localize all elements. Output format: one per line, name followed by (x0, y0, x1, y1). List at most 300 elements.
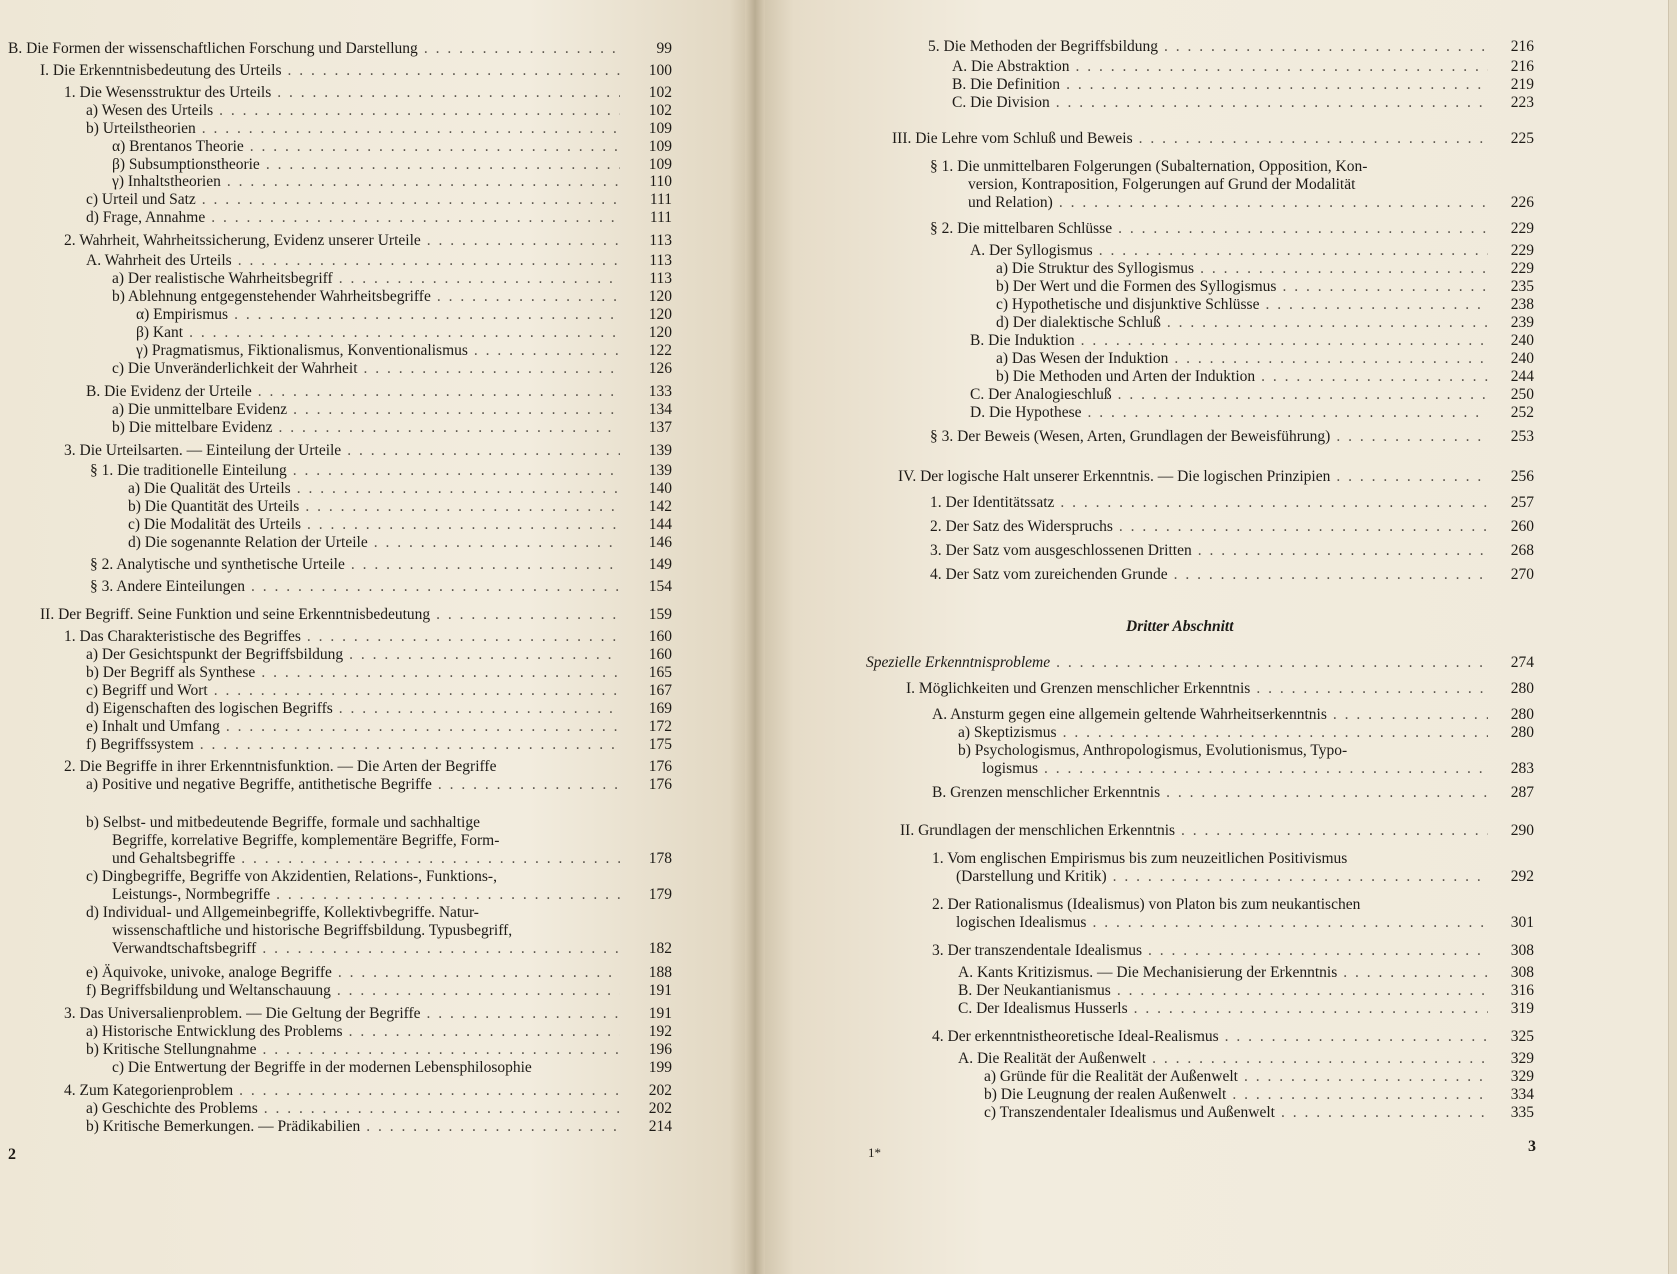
toc-entry-title: und Gehaltsbegriffe (112, 850, 236, 867)
toc-page-number: 176 (648, 758, 672, 775)
leader-dots (287, 401, 620, 418)
toc-entry (86, 868, 620, 885)
toc-entry-title: b) Kritische Bemerkungen. — Prädikabilien (86, 1118, 361, 1135)
toc-entry-title: α) Empirismus (136, 306, 229, 323)
toc-page-number: 179 (648, 886, 672, 903)
leader-dots (1259, 296, 1488, 313)
toc-page-number: 256 (1510, 468, 1534, 485)
toc-entry (128, 480, 620, 497)
toc-entry (86, 252, 620, 269)
toc-entry-title: d) Eigenschaften des logischen Begriffs (86, 700, 333, 717)
toc-entry-title: 1. Der Identitätssatz (930, 494, 1055, 511)
toc-page-number: 325 (1510, 1028, 1534, 1045)
toc-page-number: 219 (1510, 76, 1534, 93)
leader-dots (1054, 494, 1488, 511)
toc-page-number: 120 (648, 306, 672, 323)
toc-page-number: 250 (1510, 386, 1534, 403)
leader-dots (194, 736, 620, 753)
leader-dots (1060, 76, 1488, 93)
toc-entry (952, 94, 1488, 111)
toc-entry (86, 1118, 620, 1135)
toc-entry (930, 518, 1488, 535)
toc-page-number: 280 (1510, 706, 1534, 723)
toc-entry (64, 1082, 620, 1099)
leader-dots (432, 776, 620, 793)
toc-entry (930, 494, 1488, 511)
toc-page-number: 133 (648, 383, 672, 400)
toc-entry-title: γ) Pragmatismus, Fiktionalismus, Konventionalismus (136, 342, 468, 359)
toc-entry (86, 682, 620, 699)
leader-dots (205, 209, 620, 226)
toc-entry (128, 534, 620, 551)
toc-entry-title: 2. Die Begriffe in ihrer Erkenntnisfunktion. — Die Arten der Begriffe (64, 758, 497, 775)
leader-dots (358, 360, 621, 377)
toc-page-number: 149 (648, 556, 672, 573)
leader-dots (1050, 94, 1488, 111)
toc-entry-title: A. Die Realität der Außenwelt (958, 1050, 1147, 1067)
leader-dots (1128, 1000, 1488, 1017)
toc-entry (932, 706, 1488, 723)
toc-continuation-line: 1. Vom englischen Empirismus bis zum neuzeitlichen Positivismus (932, 850, 1348, 867)
toc-entry (968, 194, 1488, 211)
toc-entry (958, 982, 1488, 999)
leader-dots (183, 324, 620, 341)
toc-entry-title: § 3. Der Beweis (Wesen, Arten, Grundlagen der Beweisführung) (930, 428, 1331, 445)
toc-page-number: 154 (648, 578, 672, 595)
leader-dots (299, 498, 620, 515)
toc-page-number: 192 (648, 1023, 672, 1040)
leader-dots (287, 462, 620, 479)
toc-continuation-line: 2. Der Rationalismus (Idealismus) von Platon bis zum neukantischen (932, 896, 1361, 913)
toc-page-number: 238 (1510, 296, 1534, 313)
leader-dots (273, 419, 620, 436)
toc-continuation-line: wissenschaftliche und historische Begriffsbildung. Typusbegriff, (112, 922, 513, 939)
toc-entry (898, 468, 1488, 485)
toc-entry-title: I. Die Erkenntnisbedeutung des Urteils (40, 62, 282, 79)
toc-page-number: 99 (656, 40, 672, 57)
leader-dots (345, 556, 620, 573)
toc-entry (982, 760, 1488, 777)
toc-page-number: 182 (648, 940, 672, 957)
toc-page-number: 229 (1510, 260, 1534, 277)
toc-entry-title: D. Die Hypothese (970, 404, 1082, 421)
leader-dots (430, 606, 620, 623)
leader-dots (244, 138, 620, 155)
book-gutter (745, 0, 765, 1274)
toc-page-number: 140 (648, 480, 672, 497)
leader-dots (1238, 1068, 1488, 1085)
toc-continuation-line: b) Psychologismus, Anthropologismus, Evolutionismus, Typo- (958, 742, 1348, 759)
toc-entry (112, 940, 620, 957)
toc-entry-title: a) Die Struktur des Syllogismus (996, 260, 1195, 277)
toc-entry-title: c) Dingbegriffe, Begriffe von Akzidentien, Relations-, Funktions-, (86, 868, 497, 885)
toc-entry (958, 724, 1488, 741)
leader-dots (421, 1005, 620, 1022)
leader-dots (1158, 38, 1488, 55)
leader-dots (343, 646, 620, 663)
toc-entry (112, 419, 620, 436)
leader-dots (332, 964, 620, 981)
leader-dots (360, 1118, 620, 1135)
toc-page-number: 252 (1510, 404, 1534, 421)
toc-entry (86, 209, 620, 226)
leader-dots (1112, 386, 1488, 403)
toc-entry (64, 84, 620, 101)
toc-entry-title: A. Kants Kritizismus. — Die Mechanisierung der Erkenntnis (958, 964, 1338, 981)
toc-entry-title: a) Wesen des Urteils (86, 102, 214, 119)
leader-dots (1053, 194, 1488, 211)
toc-entry (932, 942, 1488, 959)
toc-page-number: 253 (1510, 428, 1534, 445)
toc-entry-title: Verwandtschaftsbegriff (112, 940, 257, 957)
toc-entry (958, 1000, 1488, 1017)
leader-dots (228, 306, 620, 323)
leader-dots (281, 62, 620, 79)
toc-entry (906, 680, 1488, 697)
leader-dots (220, 718, 620, 735)
toc-entry (866, 654, 1488, 671)
toc-entry-title: C. Der Analogieschluß (970, 386, 1112, 403)
leader-dots (1161, 314, 1488, 331)
toc-entry-title: logismus (982, 760, 1038, 777)
toc-entry (64, 758, 620, 775)
leader-dots (196, 191, 620, 208)
toc-page-number: 102 (648, 102, 672, 119)
toc-entry-title: A. Die Abstraktion (952, 58, 1070, 75)
leader-dots (301, 516, 620, 533)
leader-dots (301, 628, 620, 645)
toc-entry-title: B. Der Neukantianismus (958, 982, 1111, 999)
toc-entry (970, 242, 1488, 259)
toc-page-number: 113 (649, 270, 672, 287)
leader-dots (1142, 942, 1488, 959)
toc-entry-title: c) Hypothetische und disjunktive Schlüsse (996, 296, 1260, 313)
toc-entry (86, 776, 620, 793)
toc-continuation-line: Begriffe, korrelative Begriffe, komplementäre Begriffe, Form- (112, 832, 500, 849)
toc-page-number: 225 (1510, 130, 1534, 147)
toc-entry (112, 138, 620, 155)
toc-entry-title: Leistungs-, Normbegriffe (112, 886, 271, 903)
toc-entry (40, 62, 620, 79)
leader-dots (1112, 220, 1488, 237)
toc-page-number: 274 (1510, 654, 1534, 671)
toc-entry (128, 498, 620, 515)
toc-entry-title: logischen Idealismus (956, 914, 1087, 931)
toc-page-number: 109 (648, 156, 672, 173)
toc-entry-title: c) Transzendentaler Idealismus und Außenwelt (984, 1104, 1275, 1121)
toc-entry-title: b) Die Methoden und Arten der Induktion (996, 368, 1256, 385)
toc-entry (996, 314, 1488, 331)
toc-entry (86, 646, 620, 663)
toc-entry (86, 982, 620, 999)
toc-entry-title: e) Äquivoke, univoke, analoge Begriffe (86, 964, 332, 981)
toc-entry (86, 191, 620, 208)
leader-dots (1168, 566, 1488, 583)
toc-page-number: 240 (1510, 332, 1534, 349)
toc-page-number: 270 (1510, 566, 1534, 583)
toc-page-number: 223 (1510, 94, 1534, 111)
toc-entry-title: β) Kant (136, 324, 184, 341)
toc-page-number: 126 (648, 360, 672, 377)
toc-entry (90, 462, 620, 479)
toc-entry (900, 822, 1488, 839)
toc-entry-title: Spezielle Erkenntnisprobleme (866, 654, 1051, 671)
toc-page-number: 120 (648, 324, 672, 341)
toc-page-number: 329 (1510, 1068, 1534, 1085)
signature-mark: 1* (868, 1145, 881, 1160)
toc-entry (958, 964, 1488, 981)
toc-entry (112, 401, 620, 418)
leader-dots (1050, 654, 1488, 671)
toc-page-number: 334 (1510, 1086, 1534, 1103)
toc-page-number: 308 (1510, 942, 1534, 959)
toc-entry (932, 1028, 1488, 1045)
leader-dots (1337, 964, 1488, 981)
toc-page-number: 109 (648, 138, 672, 155)
toc-page-number: 240 (1510, 350, 1534, 367)
toc-entry (8, 40, 620, 57)
leader-dots (1082, 404, 1489, 421)
toc-entry-title: a) Positive und negative Begriffe, antithetische Begriffe (86, 776, 432, 793)
toc-entry-title: 3. Der Satz vom ausgeschlossenen Dritten (930, 542, 1192, 559)
toc-entry (930, 542, 1488, 559)
toc-entry (64, 442, 620, 459)
toc-page-number: 142 (648, 498, 672, 515)
toc-entry (984, 1104, 1488, 1121)
toc-entry-title: b) Die mittelbare Evidenz (112, 419, 273, 436)
leader-dots (1146, 1050, 1488, 1067)
leader-dots (256, 940, 620, 957)
leader-dots (235, 850, 620, 867)
toc-entry (928, 38, 1488, 55)
toc-entry-title: II. Grundlagen der menschlichen Erkenntnis (900, 822, 1176, 839)
leader-dots (341, 442, 620, 459)
toc-entry-title: 3. Das Universalienproblem. — Die Geltung der Begriffe (64, 1005, 421, 1022)
toc-entry-title: § 1. Die traditionelle Einteilung (90, 462, 287, 479)
toc-page-number: 120 (648, 288, 672, 305)
toc-page-number: 111 (649, 191, 672, 208)
toc-page-number: 102 (648, 84, 672, 101)
leader-dots (333, 700, 620, 717)
toc-page-number: 134 (648, 401, 672, 418)
leader-dots (255, 664, 620, 681)
toc-entry-title: a) Skeptizismus (958, 724, 1057, 741)
leader-dots (1038, 760, 1488, 777)
leader-dots (221, 173, 620, 190)
toc-entry-title: a) Die unmittelbare Evidenz (112, 401, 288, 418)
toc-entry-title: b) Die Quantität des Urteils (128, 498, 300, 515)
leader-dots (1057, 724, 1488, 741)
toc-page-number: 196 (648, 1041, 672, 1058)
toc-continuation-line: d) Individual- und Allgemeinbegriffe, Kollektivbegriffe. Natur- (86, 904, 479, 921)
toc-page-number: 137 (648, 419, 672, 436)
toc-entry-title: und Relation) (968, 194, 1053, 211)
toc-entry (64, 628, 620, 645)
toc-page-number: 109 (648, 120, 672, 137)
leader-dots (1275, 1104, 1488, 1121)
leader-dots (1107, 868, 1488, 885)
toc-entry (90, 578, 620, 595)
toc-entry (970, 404, 1488, 421)
toc-entry (86, 700, 620, 717)
toc-entry-title: γ) Inhaltstheorien (112, 173, 221, 190)
toc-entry (86, 736, 620, 753)
toc-entry-title: 4. Der Satz vom zureichenden Grunde (930, 566, 1168, 583)
leader-dots (343, 1023, 620, 1040)
toc-page-number: 290 (1510, 822, 1534, 839)
toc-entry (128, 516, 620, 533)
toc-page-number: 268 (1510, 542, 1534, 559)
toc-entry (930, 428, 1488, 445)
toc-page-number: 144 (648, 516, 672, 533)
toc-entry-title: a) Gründe für die Realität der Außenwelt (984, 1068, 1238, 1085)
toc-page-number: 165 (648, 664, 672, 681)
toc-entry (86, 664, 620, 681)
leader-dots (196, 120, 620, 137)
toc-page-number: 191 (648, 982, 672, 999)
toc-entry (112, 270, 620, 287)
toc-entry-title: C. Der Idealismus Husserls (958, 1000, 1128, 1017)
leader-dots (1086, 914, 1488, 931)
toc-entry-title: B. Die Induktion (970, 332, 1075, 349)
leader-dots (333, 270, 620, 287)
toc-entry (86, 1023, 620, 1040)
toc-entry-title: c) Die Entwertung der Begriffe in der modernen Lebensphilosophie (112, 1059, 532, 1076)
toc-entry-title: B. Die Evidenz der Urteile (86, 383, 252, 400)
leader-dots (260, 156, 620, 173)
toc-entry-title: c) Begriff und Wort (86, 682, 208, 699)
leader-dots (1255, 368, 1488, 385)
toc-entry-title: d) Die sogenannte Relation der Urteile (128, 534, 368, 551)
toc-entry (996, 278, 1488, 295)
toc-entry-title: 3. Der transzendentale Idealismus (932, 942, 1143, 959)
leader-dots (208, 682, 620, 699)
toc-entry-title: b) Kritische Stellungnahme (86, 1041, 257, 1058)
toc-page-number: 139 (648, 442, 672, 459)
toc-page-number: 214 (648, 1118, 672, 1135)
toc-entry-title: B. Die Formen der wissenschaftlichen Forschung und Darstellung (8, 40, 418, 57)
toc-entry-title: C. Die Division (952, 94, 1050, 111)
toc-entry-title: II. Der Begriff. Seine Funktion und seine Erkenntnisbedeutung (40, 606, 431, 623)
toc-page-number: 292 (1510, 868, 1534, 885)
toc-page-number: 111 (649, 209, 672, 226)
toc-entry (86, 1041, 620, 1058)
leader-dots (1327, 706, 1488, 723)
toc-page-number: 178 (648, 850, 672, 867)
leader-dots (252, 383, 620, 400)
toc-entry (90, 556, 620, 573)
toc-entry-title: b) Der Begriff als Synthese (86, 664, 256, 681)
toc-entry (952, 76, 1488, 93)
leader-dots (232, 252, 620, 269)
toc-page-number: 110 (649, 173, 672, 190)
leader-dots (1075, 332, 1488, 349)
toc-entry-title: 1. Die Wesensstruktur des Urteils (64, 84, 272, 101)
toc-page-number: 199 (648, 1059, 672, 1076)
toc-entry (86, 383, 620, 400)
toc-entry (136, 306, 620, 323)
toc-entry (64, 232, 620, 249)
toc-entry (956, 914, 1488, 931)
toc-entry-title: 2. Der Satz des Widerspruchs (930, 518, 1113, 535)
leader-dots (258, 1100, 620, 1117)
leader-dots (331, 982, 620, 999)
toc-entry (86, 964, 620, 981)
toc-entry-title: 1. Das Charakteristische des Begriffes (64, 628, 301, 645)
toc-entry-title: 5. Die Methoden der Begriffsbildung (928, 38, 1159, 55)
toc-entry-title: α) Brentanos Theorie (112, 138, 244, 155)
toc-entry-title: § 3. Andere Einteilungen (90, 578, 245, 595)
toc-page-number: 100 (648, 62, 672, 79)
toc-entry-title: III. Die Lehre vom Schluß und Beweis (892, 130, 1133, 147)
leader-dots (1093, 242, 1488, 259)
leader-dots (1276, 278, 1488, 295)
leader-dots (1219, 1028, 1488, 1045)
toc-entry (958, 1050, 1488, 1067)
toc-page-number: 283 (1510, 760, 1534, 777)
toc-entry (136, 342, 620, 359)
toc-entry (996, 368, 1488, 385)
toc-entry (984, 1086, 1488, 1103)
toc-entry-title: a) Das Wesen der Induktion (996, 350, 1169, 367)
toc-entry-title: 2. Wahrheit, Wahrheitssicherung, Evidenz unserer Urteile (64, 232, 421, 249)
leader-dots (1330, 428, 1488, 445)
toc-page-number: 175 (648, 736, 672, 753)
toc-entry (956, 868, 1488, 885)
toc-entry (984, 1068, 1488, 1085)
toc-entry-title: f) Begriffsbildung und Weltanschauung (86, 982, 331, 999)
toc-entry-title: a) Geschichte des Problems (86, 1100, 258, 1117)
leader-dots (418, 40, 620, 57)
toc-entry-title: b) Der Wert und die Formen des Syllogismus (996, 278, 1277, 295)
toc-page-number: 329 (1510, 1050, 1534, 1067)
toc-page-number: 229 (1510, 220, 1534, 237)
toc-entry-title: A. Ansturm gegen eine allgemein geltende Wahrheitserkenntnis (932, 706, 1327, 723)
toc-page-number: 113 (649, 232, 672, 249)
toc-entry (86, 1100, 620, 1117)
leader-dots (431, 288, 620, 305)
toc-entry-title: A. Wahrheit des Urteils (86, 252, 232, 269)
toc-entry (64, 1005, 620, 1022)
toc-page-number: 191 (648, 1005, 672, 1022)
toc-entry-title: d) Frage, Annahme (86, 209, 206, 226)
toc-page-number: 188 (648, 964, 672, 981)
toc-entry-title: I. Möglichkeiten und Grenzen menschlicher Erkenntnis (906, 680, 1251, 697)
toc-entry-title: IV. Der logische Halt unserer Erkenntnis. — Die logischen Prinzipien (898, 468, 1331, 485)
page-number-right: 3 (1528, 1138, 1536, 1155)
toc-entry-title: c) Urteil und Satz (86, 191, 196, 208)
leader-dots (1192, 542, 1488, 559)
leader-dots (256, 1041, 620, 1058)
toc-entry-title: f) Begriffssystem (86, 736, 194, 753)
toc-entry (996, 260, 1488, 277)
toc-entry-title: 4. Der erkenntnistheoretische Ideal-Realismus (932, 1028, 1219, 1045)
toc-entry-title: a) Die Qualität des Urteils (128, 480, 291, 497)
leader-dots (368, 534, 620, 551)
toc-page-number: 257 (1510, 494, 1534, 511)
toc-page-number: 169 (648, 700, 672, 717)
toc-page-number: 280 (1510, 724, 1534, 741)
page-number-left: 2 (8, 1146, 16, 1163)
toc-entry (112, 1059, 620, 1076)
toc-page-number: 280 (1510, 680, 1534, 697)
leader-dots (1111, 982, 1488, 999)
leader-dots (291, 480, 620, 497)
toc-page-number: 301 (1510, 914, 1534, 931)
toc-page-number: 122 (648, 342, 672, 359)
leader-dots (1113, 518, 1488, 535)
toc-entry-title: (Darstellung und Kritik) (956, 868, 1107, 885)
